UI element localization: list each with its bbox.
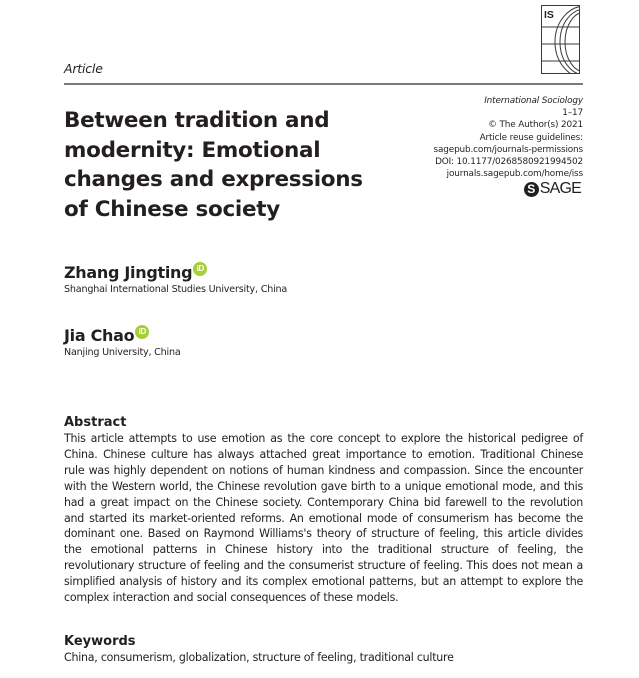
orcid-icon[interactable]: iD — [193, 262, 207, 276]
logo-text: IS — [544, 9, 554, 21]
keywords-text: China, consumerism, globalization, structure of feeling, traditional culture — [64, 651, 454, 664]
paper-title — [64, 106, 363, 224]
sage-wordmark: SAGE — [539, 180, 581, 197]
author-affiliation: Shanghai International Studies University, China — [64, 284, 288, 295]
title-line: changes and expressions — [64, 167, 363, 192]
title-line: of Chinese society — [64, 196, 280, 222]
journal-metadata — [434, 95, 583, 180]
author-name — [64, 263, 207, 283]
author-block — [64, 263, 287, 296]
author-name-text: Zhang Jingting — [64, 263, 193, 282]
author-block — [64, 326, 181, 359]
abstract-heading: Abstract — [64, 415, 127, 430]
title-line: Between tradition and — [64, 108, 330, 133]
orcid-icon[interactable]: iD — [135, 325, 149, 339]
author-name-text: Jia Chao — [64, 326, 135, 345]
permissions-link[interactable]: sagepub.com/journals-permissions — [433, 144, 583, 155]
journal-name: International Sociology — [484, 96, 583, 106]
sage-publisher-logo — [524, 180, 581, 198]
abstract-section — [64, 414, 583, 606]
author-name — [64, 326, 149, 346]
reuse-guidelines-label: Article reuse guidelines: — [479, 132, 583, 143]
keywords-section — [64, 633, 583, 666]
author-affiliation: Nanjing University, China — [64, 347, 181, 358]
doi[interactable]: DOI: 10.1177/0268580921994502 — [435, 157, 583, 168]
international-sociology-logo-icon — [541, 5, 580, 74]
title-line: modernity: Emotional — [64, 137, 321, 163]
keywords-heading: Keywords — [64, 634, 136, 649]
journal-homepage-link[interactable]: journals.sagepub.com/home/iss — [446, 169, 583, 180]
page-range: 1–17 — [562, 108, 583, 119]
header-divider — [64, 83, 583, 85]
abstract-text: This article attempts to use emotion as the core concept to explore the historical pedigree of China. Chinese culture has always attached great importance to emotion. Traditional Chinese rule was highly dependent on notions of human kindness and compassion. Since the encounter with the Western world, the Chinese revolution gave birth to a unique emotional mode, and this had a great impact on the Chinese society. Contemporary China bid farewell to the revolution and started its market-oriented reforms. An emotional mode of consumerism has become the dominant one. Based on Raymond Williams's theory of structure of feeling, this article divides the emotional patterns in Chinese history into the traditional structure of feeling, the revolutionary structure of feeling and the consumerist structure of feeling. This does not mean a simplified analysis of history and its complex emotional patterns, but an attempt to explore the complex interaction and social consequences of these models. — [64, 432, 583, 605]
sage-s-icon: S — [524, 182, 539, 197]
copyright: © The Author(s) 2021 — [488, 120, 583, 131]
article-type-label: Article — [64, 61, 103, 76]
journal-logo — [541, 5, 580, 74]
